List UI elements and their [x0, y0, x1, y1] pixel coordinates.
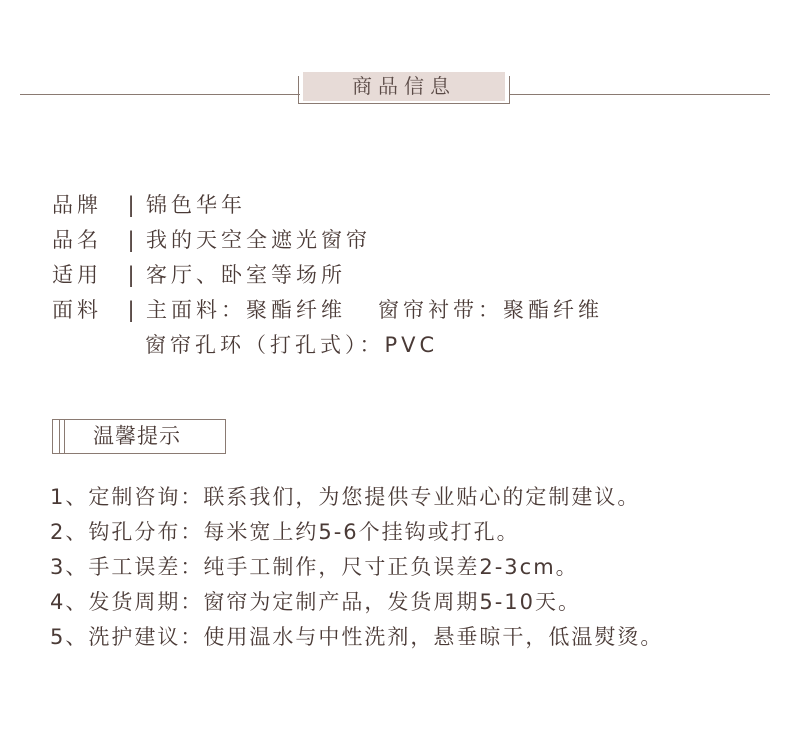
- spec-label: 面料: [52, 298, 102, 322]
- spec-row-usage: [52, 258, 603, 293]
- spec-separator: |: [127, 228, 139, 252]
- spec-value: 客厅、卧室等场所: [146, 263, 346, 287]
- spec-separator: |: [127, 263, 139, 287]
- tips-title: 温馨提示: [93, 424, 181, 448]
- tip-item: 3、手工误差：纯手工制作，尺寸正负误差2-3cm。: [50, 555, 579, 579]
- spec-label: 适用: [52, 263, 102, 287]
- spec-row-name: [52, 223, 603, 258]
- tip-item: 4、发货周期：窗帘为定制产品，发货周期5-10天。: [50, 590, 582, 614]
- tip-item: 5、洗护建议：使用温水与中性洗剂，悬垂晾干，低温熨烫。: [50, 625, 664, 649]
- spec-row-fabric-extra: 窗帘孔环（打孔式）：PVC: [145, 333, 439, 357]
- spec-label: 品名: [52, 228, 102, 252]
- spec-row-fabric: [52, 293, 603, 328]
- tips-header: [52, 419, 226, 454]
- tips-header-bar: [59, 420, 60, 453]
- spec-separator: |: [127, 298, 139, 322]
- spec-value: 锦色华年: [146, 193, 246, 217]
- section-title: 商品信息: [303, 72, 505, 101]
- tips-list: [50, 480, 663, 655]
- tips-header-bar: [64, 420, 65, 453]
- spec-row-brand: [52, 188, 603, 223]
- spec-value: 我的天空全遮光窗帘: [146, 228, 371, 252]
- title-divider-right: [510, 94, 770, 95]
- spec-separator: |: [127, 193, 139, 217]
- spec-value: 主面料：聚酯纤维 窗帘衬带：聚酯纤维: [146, 298, 604, 322]
- tip-item: 1、定制咨询：联系我们，为您提供专业贴心的定制建议。: [50, 485, 641, 509]
- title-divider-left: [20, 94, 300, 95]
- tip-item: 2、钩孔分布：每米宽上约5-6个挂钩或打孔。: [50, 520, 520, 544]
- spec-list: [52, 188, 603, 363]
- spec-label: 品牌: [52, 193, 102, 217]
